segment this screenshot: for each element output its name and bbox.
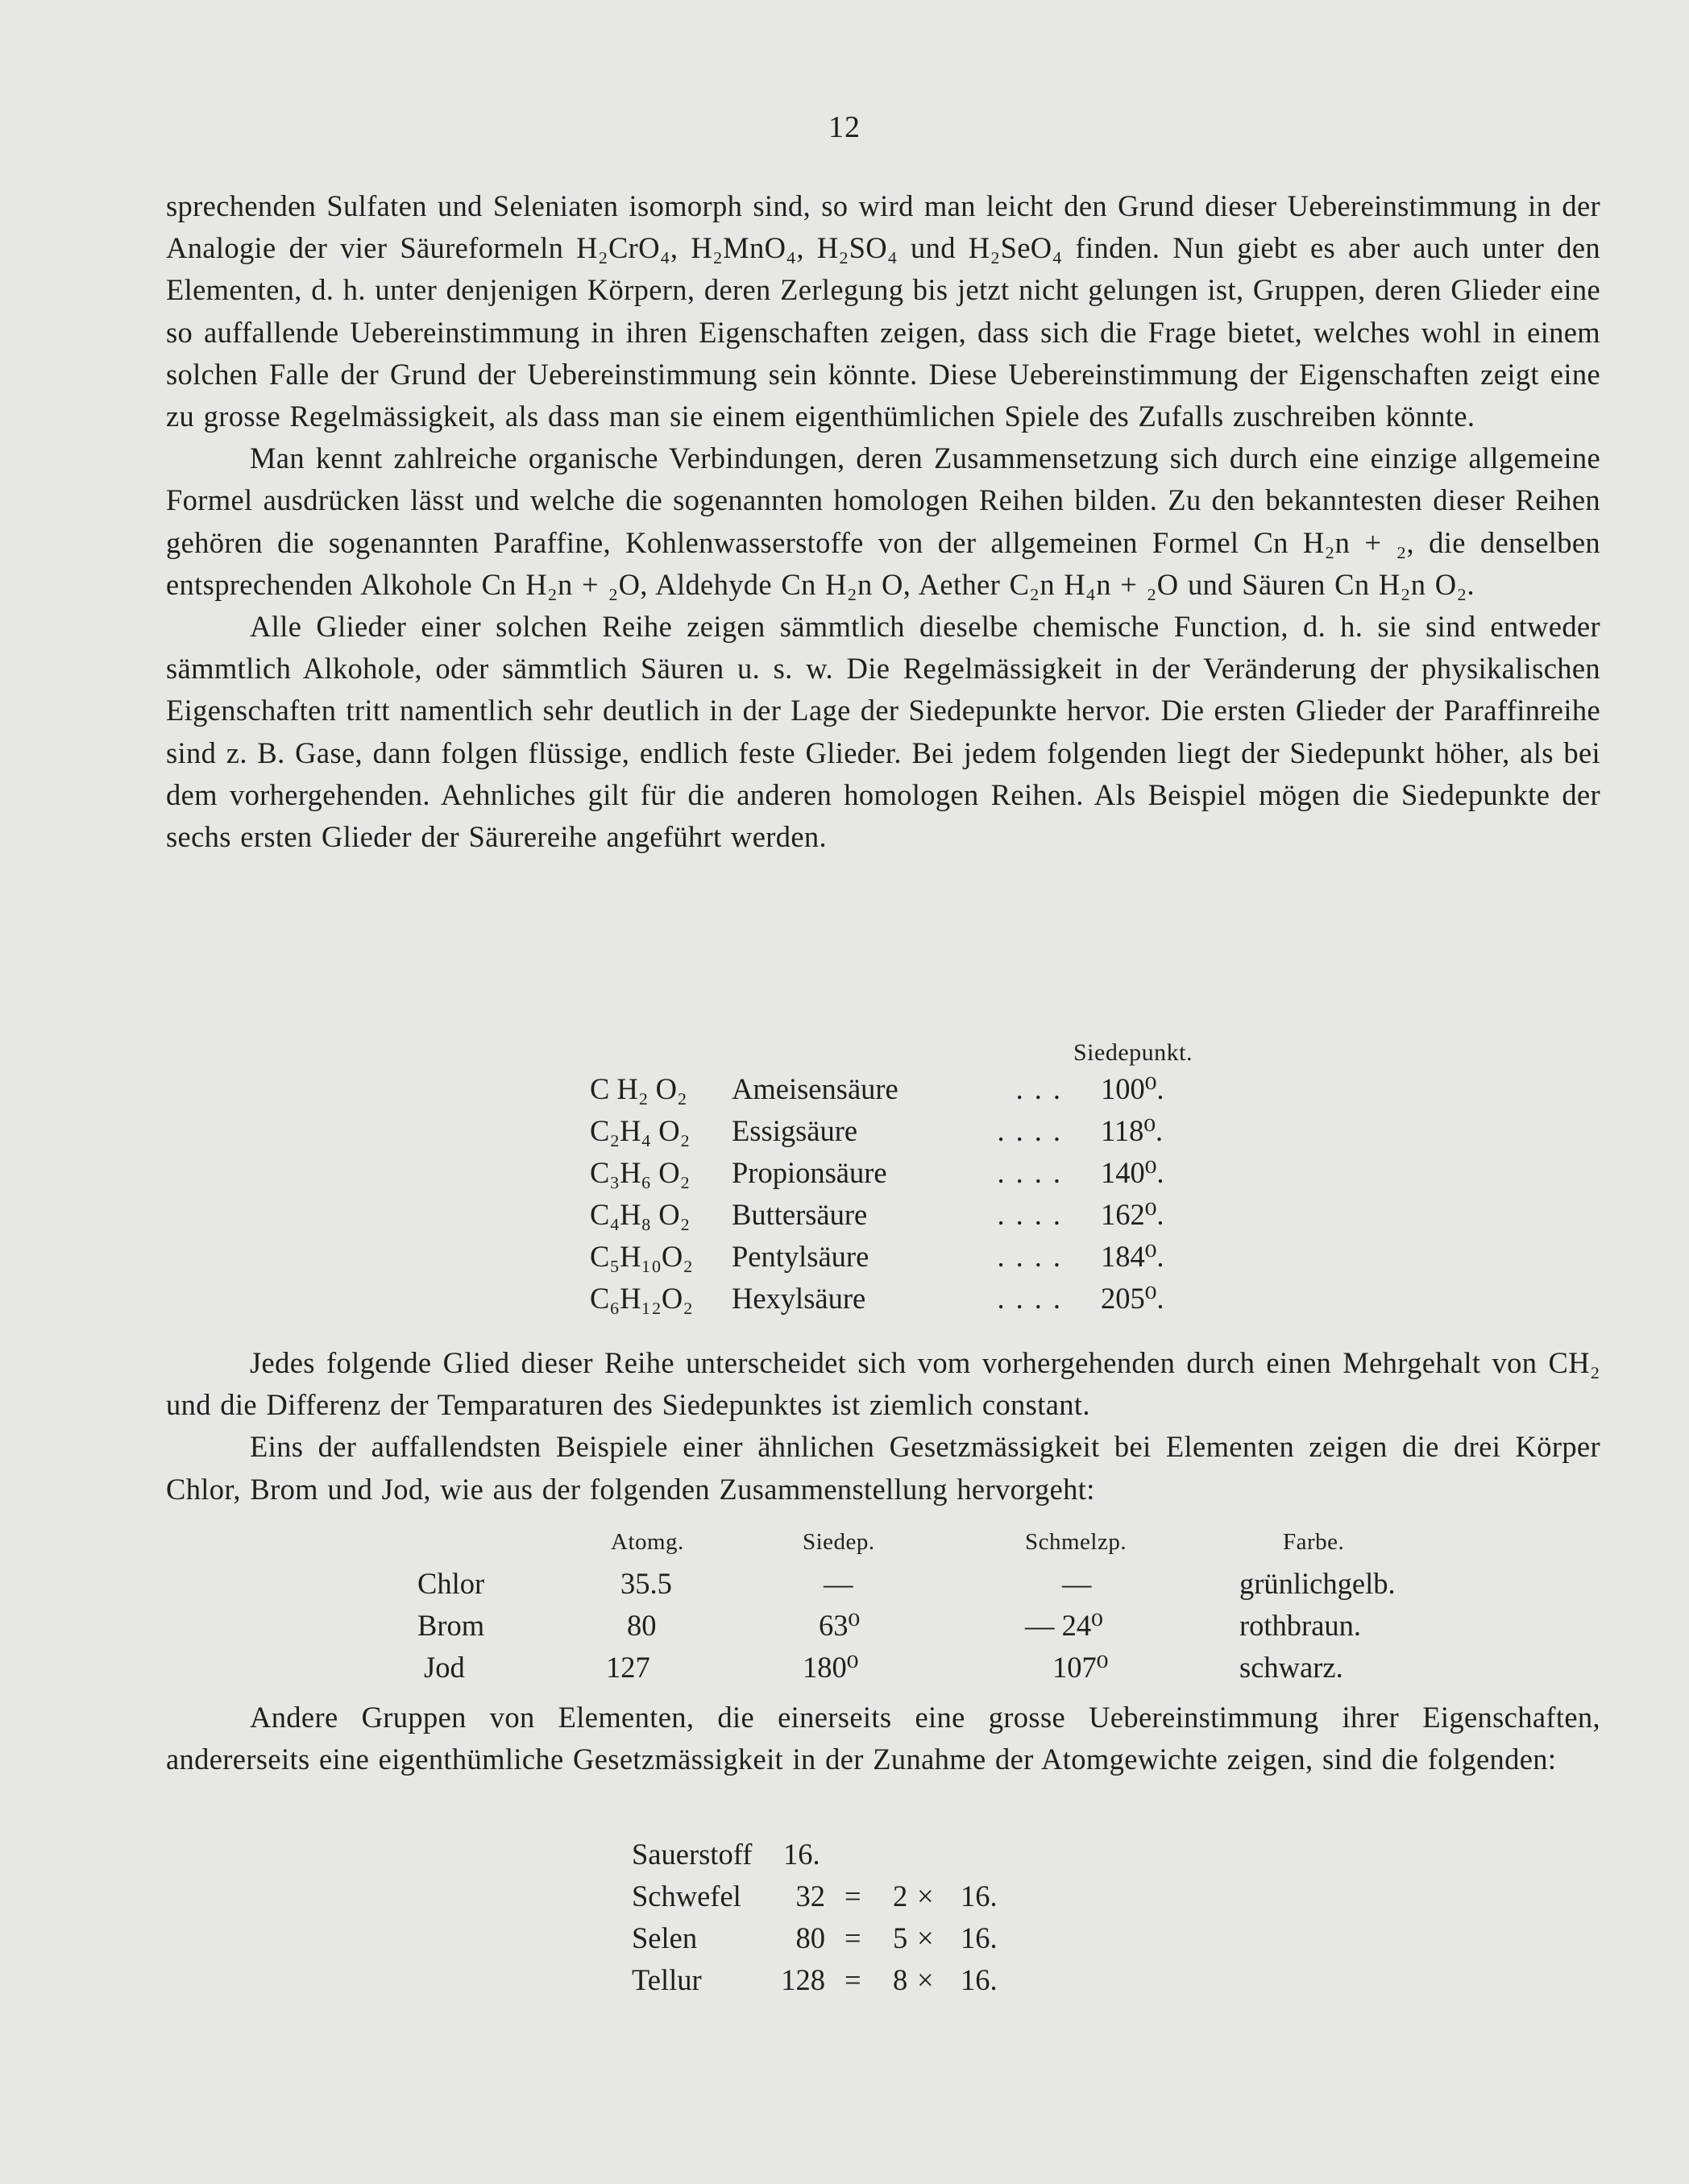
element-name: Schwefel: [632, 1879, 741, 1913]
paragraph-1: sprechenden Sulfaten und Seleniaten isomorph sind, so wird man leicht den Grund dieser Uebereinstimmung in der Analogie der vier Säureformeln H₂CrO₄, H₂MnO₄, H₂SO₄ und H₂SeO₄ finden. Nun giebt es aber auch unter den Elementen, d. h. unter denjenigen Körpern, deren Zerlegung bis jetzt nicht gelungen ist, Gruppen, deren Glieder eine so auffallende Uebereinstimmung in ihren Eigenschaften zeigen, dass sich die Frage bietet, welches wohl in einem solchen Falle der Grund der Uebereinstimmung sein könnte. Diese Uebereinstimmung der Eigenschaften zeigt eine zu grosse Regelmässigkeit, als dass man sie einem eigenthümlichen Spiele des Zufalls zuschreiben könnte.: [166, 189, 1600, 433]
times-sign: ×: [917, 1879, 934, 1913]
acid-name: Hexylsäure: [732, 1282, 866, 1315]
boiling-point-header: Siedepunkt.: [1073, 1039, 1193, 1066]
boiling-point: —: [824, 1567, 853, 1600]
boiling-point: 162⁰.: [1101, 1198, 1164, 1231]
header-colour: Farbe.: [1283, 1529, 1345, 1555]
base-weight: 16.: [961, 1921, 998, 1954]
colour: schwarz.: [1239, 1651, 1343, 1684]
element-name: Chlor: [417, 1567, 485, 1600]
element-name: Tellur: [632, 1963, 702, 1996]
element-name: Jod: [424, 1651, 465, 1684]
paragraph-4: Jedes folgende Glied dieser Reihe unterscheidet sich vom vorhergehenden durch einen Mehrgehalt von CH₂ und die Differenz der Temparaturen des Siedepunktes ist ziemlich constant.: [166, 1346, 1600, 1422]
atomic-weight: 127: [606, 1651, 650, 1684]
header-atomic-weight: Atomg.: [611, 1529, 684, 1555]
paragraph-6: Andere Gruppen von Elementen, die einerseits eine grosse Uebereinstimmung ihrer Eigenschaften, andererseits eine eigenthümliche Gesetzmässigkeit in der Zunahme der Atomgewichte zeigen, sind die folgenden:: [166, 1701, 1600, 1776]
acid-formula: C₅H₁₀O₂: [590, 1240, 693, 1273]
times-sign: ×: [917, 1921, 934, 1954]
leader-dots: ....: [997, 1240, 1072, 1273]
header-boiling-point: Siedep.: [803, 1529, 875, 1555]
times-sign: ×: [917, 1963, 934, 1996]
boiling-point: 205⁰.: [1101, 1282, 1164, 1315]
atomic-weight: 80: [627, 1609, 657, 1642]
base-weight: 16.: [961, 1879, 998, 1913]
paragraph-5: Eins der auffallendsten Beispiele einer ähnlichen Gesetzmässigkeit bei Elementen zeigen die drei Körper Chlor, Brom und Jod, wie aus der folgenden Zusammenstellung hervorgeht:: [166, 1430, 1600, 1506]
acid-formula: C H₂ O₂: [590, 1072, 687, 1105]
element-name: Brom: [417, 1609, 485, 1642]
factor: 2: [893, 1879, 908, 1913]
colour: grünlichgelb.: [1239, 1567, 1396, 1600]
paragraph-3: Alle Glieder einer solchen Reihe zeigen sämmtlich dieselbe chemische Function, d. h. sie sind entweder sämmtlich Alkohole, oder sämmtlich Säuren u. s. w. Die Regelmässigkeit in der Veränderung der physikalischen Eigenschaften tritt namentlich sehr deutlich in der Lage der Siedepunkte hervor. Die ersten Glieder der Paraffinreihe sind z. B. Gase, dann folgen flüssige, endlich feste Glieder. Bei jedem folgenden liegt der Siedepunkt höher, als bei dem vorhergehenden. Aehnliches gilt für die anderen homologen Reihen. Als Beispiel mögen die Siedepunkte der sechs ersten Glieder der Säurereihe angeführt werden.: [166, 610, 1600, 854]
element-name: Selen: [632, 1921, 698, 1954]
boiling-point: 180⁰: [803, 1651, 859, 1684]
acid-formula: C₄H₈ O₂: [590, 1198, 691, 1231]
boiling-point: 63⁰: [819, 1609, 861, 1642]
leader-dots: ...: [1015, 1072, 1072, 1105]
leader-dots: ....: [997, 1282, 1072, 1315]
boiling-point: 184⁰.: [1101, 1240, 1164, 1273]
acid-formula: C₃H₆ O₂: [590, 1156, 691, 1189]
atomic-weight: 35.5: [620, 1567, 672, 1600]
acid-formula: C₂H₄ O₂: [590, 1114, 691, 1147]
atomic-weight: 32: [795, 1879, 825, 1913]
atomic-weight: 16.: [783, 1838, 820, 1871]
atomic-weight: 80: [795, 1921, 825, 1954]
leader-dots: ....: [997, 1198, 1072, 1231]
text-block-middle: [166, 1342, 1600, 1511]
boiling-point: 118⁰.: [1101, 1114, 1164, 1147]
equals-sign: =: [844, 1879, 861, 1913]
acid-name: Essigsäure: [732, 1114, 858, 1147]
leader-dots: ....: [997, 1114, 1072, 1147]
paragraph-2: Man kennt zahlreiche organische Verbindungen, deren Zusammensetzung sich durch eine einzige allgemeine Formel ausdrücken lässt und welche die sogenannten homologen Reihen bilden. Zu den bekanntesten dieser Reihen gehören die sogenannten Paraffine, Kohlenwasserstoffe von der allgemeinen Formel Cn H₂n + ₂, die denselben entsprechenden Alkohole Cn H₂n + ₂O, Aldehyde Cn H₂n O, Aether C₂n H₄n + ₂O und Säuren Cn H₂n O₂.: [166, 441, 1600, 601]
colour: rothbraun.: [1239, 1609, 1362, 1642]
boiling-point: 100⁰.: [1101, 1072, 1164, 1105]
atomic-weight: 128: [781, 1963, 825, 1996]
acid-formula: C₆H₁₂O₂: [590, 1282, 693, 1315]
factor: 5: [893, 1921, 908, 1954]
page-number: 12: [828, 110, 861, 144]
text-block-top: [166, 185, 1600, 858]
factor: 8: [893, 1963, 908, 1996]
acid-name: Propionsäure: [732, 1156, 887, 1189]
melting-point: — 24⁰: [1025, 1609, 1103, 1642]
acid-name: Pentylsäure: [732, 1240, 869, 1273]
boiling-point: 140⁰.: [1101, 1156, 1164, 1189]
melting-point: —: [1062, 1567, 1092, 1600]
equals-sign: =: [844, 1921, 861, 1954]
base-weight: 16.: [961, 1963, 998, 1996]
acid-name: Buttersäure: [732, 1198, 868, 1231]
element-name: Sauerstoff: [632, 1838, 753, 1871]
melting-point: 107⁰: [1052, 1651, 1109, 1684]
header-melting-point: Schmelzp.: [1025, 1529, 1127, 1555]
leader-dots: ....: [997, 1156, 1072, 1189]
text-block-bottom: [166, 1697, 1600, 1780]
equals-sign: =: [844, 1963, 861, 1996]
acid-name: Ameisensäure: [732, 1072, 898, 1105]
